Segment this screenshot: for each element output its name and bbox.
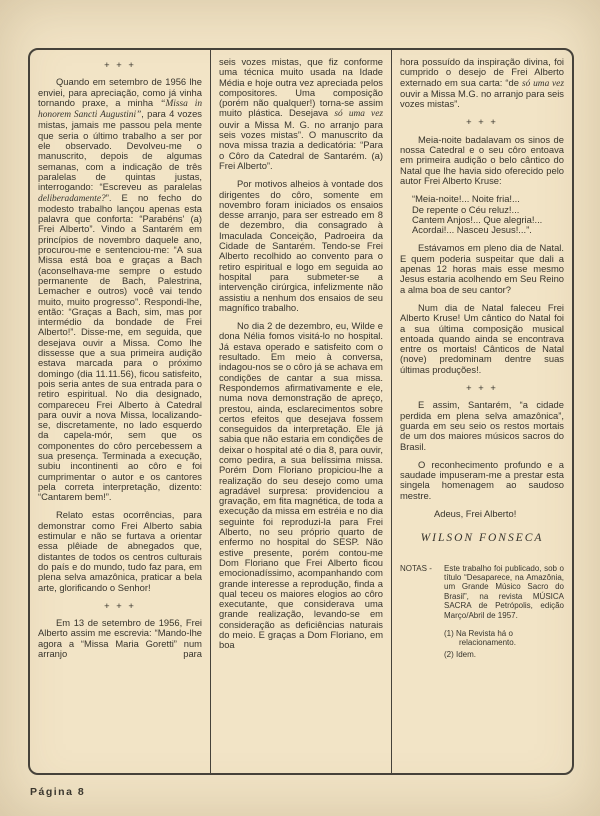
paragraph: Num dia de Natal faleceu Frei Alberto Kruse! Um cântico do Natal foi a sua última composição musical entoada quando ainda se encontrava entre os mortais! Cânticos de Natal (nove) predominam dentre suas últimas produções!. [400,301,564,375]
author-signature: WILSON FONSECA [420,532,544,545]
verse-line: Cantem Anjos!... Que alegria!... [412,213,543,225]
paragraph: E assim, Santarém, “a cidade perdida em plena selva amazônica”, guarda em seu seio os restos mortais de um dos maiores músicos sacros do Brasil. [400,399,564,452]
text-run: ouvir a Missa M.G. no arranjo para seis vozes mistas”. [400,87,564,110]
paragraph: Estávamos em pleno dia de Natal. E quem poderia suspeitar que dali a apenas 12 horas mais esse mesmo Jesus estaria acolhendo em Seu Reino a alma boa de seu cantor? [400,242,564,295]
paragraph: Meia-noite badalavam os sinos de nossa Catedral e o seu côro entoava em primeira audição o belo cântico do Natal que lhe havia sido oferecido pelo autor Frei Alberto Kruse: [400,133,564,186]
text-run-italic: só uma vez [522,78,564,89]
text-run: ”. E no fecho do modesto trabalho lançou apenas esta palavra que conforta: “Parabéns' (a) Frei Alberto”. Vindo a Santarém em princípios de novembro daquele ano, procurou-me e sentenciou-me: “A sua Missa está boa e graças a Bach (aconselhava-me sempre o estudo permanente de Bach, Palestrina, Lemacher e outros) você vai tendo muito, muito progresso”. Respondi-lhe, então: “Graças a Bach, sim, mas por intermédio da bondade de Frei Alberto!”. Disse-me, em seguida, que desejava ouvir a Missa. Como lhe dissesse que a sua primeira audição estava marcada para o próximo domingo (dia 11.11.56), ficou satisfeito, pois seria antes de sua entrada para o retiro espiritual. No dia designado, compareceu Frei Alberto à Catedral para ouvir a nova Missa, localizando-se, discretamente, no lado esquerdo da capela-mór, sem que os componentes do côro percebessem a sua presença. Terminada a execução, subiu incontinenti ao côro e foi cumprimentar o autor e os cantores pela correta interpretação, dizento: “Cantarem bem!”. [38,191,202,503]
note-item: (1) Na Revista há o relacionamento. [444,629,516,648]
paragraph [400,57,564,109]
notes-items [444,629,564,659]
page-number: Página 8 [30,786,86,798]
verse-line: “Meia-noite!... Noite fria!... [412,193,520,205]
text-run: seis vozes mistas, que fiz conforme uma técnica muito usada na Idade Média e hoje outra vez apreciada pelos compositores. Uma composição (porém não qualquer!) torna-se assim muito plástica. Desejava [219,56,383,119]
section-divider: + + + [466,116,498,128]
notes-body: Este trabalho foi publicado, sob o título “Desaparece, na Amazônia, um Grande Músico Sacro do Brasil”, na revista MÚSICA SACRA de Petrópolis, edição Março/Abril de 1957. [444,563,564,620]
paragraph [38,77,202,502]
paragraph: No dia 2 de dezembro, eu, Wilde e dona Nélia fomos visitá-lo no hospital. Já estava operado e satisfeito com o resultado. Em meio à conversa, indagou-nos se o côro já se achava em condições de cantar a sua missa. Respondemos afirmativamente e ele, numa nova demonstração de apreço, prestou, ainda, esclarecimentos sobre certos efeitos que desejava fossem conseguidos da interpretação. Ele já sabia que não estaria em condições de deixar o hospital até o dia 8, para ouvir, como pedira, a sua belíssima missa. Porém Dom Floriano propiciou-lhe a realização do seu desejo como uma agradável surpresa: providenciou a gravação, em fita magnética, de toda a execução da missa em estréia e no dia seguinte foi reproduzi-la para Frei Alberto, no seu próprio quarto de enfermo no hospital do SESP. Não estive presente, porém contou-me Dom Floriano que Frei Alberto ficou emocionadíssimo, acompanhando com grande interesse a reprodução, finda a qual teceu os maiores elogios ao côro executante, que considerava uma grande realização, levando-se em consideração as deficiências naturais do meio. E graças a Dom Floriano, em boa [219,320,383,651]
text-run-italic: deliberadamente? [38,193,106,204]
paragraph: Por motivos alheios à vontade dos dirigentes do côro, somente em novembro foram iniciados os ensaios desse arranjo, para ser estreado em 8 de dezembro, dia consagrado à Imaculada Conceição, Padroeira da Cidade de Santarém. Tendo-se Frei Alberto recolhido ao convento para o retiro espiritual e logo em seguida ao hospital para submeter-se a intervenção cirúrgica, infelizmente não assistiu a nenhum dos ensaios de seu magnífico trabalho. [219,178,383,313]
content-frame [28,48,574,775]
text-run: , para 4 vozes mistas, jamais me passou pela mente que seria o último trabalho a ser por ele observado. Devolveu-me o manuscrito, depois de algumas semanas, com a indicação de três paralelas de quintas justas, interrogando: “Escreveu as paralelas [38,108,202,193]
column-2 [210,50,391,773]
notes-block [400,564,564,660]
column-1 [30,50,210,773]
paragraph: O reconhecimento profundo e a saudade impuseram-me a prestar esta singela homenagem ao saudoso mestre. [400,458,564,501]
notes-label: NOTAS - [400,563,432,573]
paragraph [219,57,383,171]
text-run: Quando em setembro de 1956 lhe enviei, para apreciação, como já vinha tornando praxe, a minha [38,76,202,108]
note-item: (2) Idem. [444,649,477,659]
verse-line: De repente o Céu reluz!... [412,203,520,215]
paragraph: Em 13 de setembro de 1956, Frei Alberto assim me escrevia: “Mando-lhe agora a “Missa Maria Goretti” num arranjo para [38,617,202,660]
verse-line: Acordai!... Nasceu Jesus!...”. [412,224,532,236]
farewell-line: Adeus, Frei Alberto! [434,507,517,519]
text-run: hora possuído da inspiração divina, foi cumprido o desejo de Frei Alberto externado em sua carta: “de [400,56,564,88]
section-divider: + + + [466,382,498,394]
notes-row [400,564,564,620]
section-divider: + + + [104,599,136,611]
text-run-italic: só uma vez [334,109,384,120]
text-run: ouvir a Missa M. G. no arranjo para seis vozes mistas”. O manuscrito da nova missa trazia a dedicatória: “Para o Côro da Catedral de Santarém. (a) Frei Alberto”. [219,118,383,171]
text-run-italic: “Missa in honorem Sancti Augustini” [38,98,203,121]
verse-block [412,194,564,235]
column-3 [391,50,572,773]
paragraph: Relato estas ocorrências, para demonstrar como Frei Alberto sabia estimular e não se furtava a orientar essa plêiade de abnegados que, distantes de todos os centros culturais do país e do mundo, tudo faz para, em plena selva amazônica, praticar a bela arte, glorificando o Senhor! [38,509,202,593]
section-divider: + + + [104,59,136,70]
